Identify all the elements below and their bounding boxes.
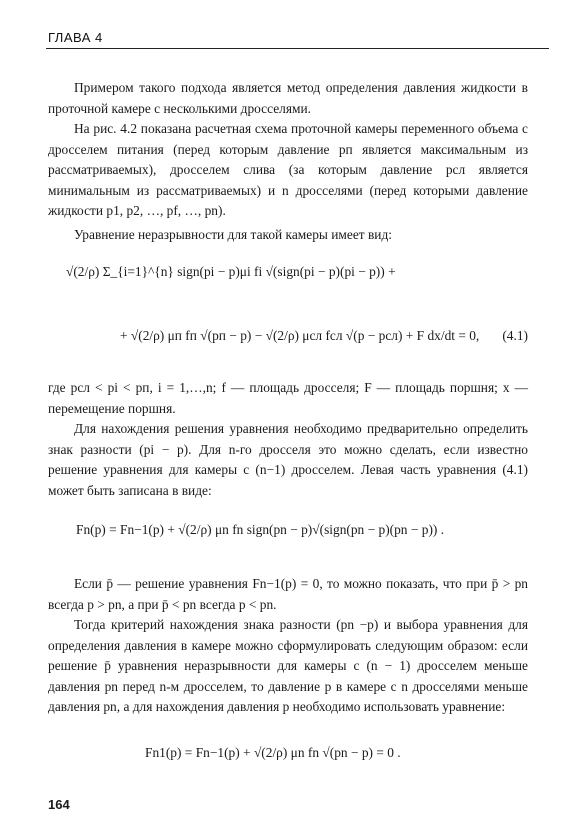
paragraph-2: На рис. 4.2 показана расчетная схема проточной камеры переменного объема с дросселем питания (перед которым давление pп является максимальным из рассматриваемых), дросселем слива (за которым давление pсл является минимальным из рассматриваемых) и n дросселями (перед которыми давление жидкости p1, p2, …, pf, …, pn). <box>48 121 528 219</box>
header-rule <box>46 48 549 49</box>
chapter-header: ГЛАВА 4 <box>48 30 103 45</box>
paragraph-4: где pсл < pi < pп, i = 1,…,n; f — площадь дросселя; F — площадь поршня; x — перемещение поршня. <box>48 380 528 416</box>
equation-fn1: Fn1(p) = Fn−1(p) + √(2/ρ) μn fn √(pn − p) = 0 . <box>145 745 401 760</box>
paragraph-1: Примером такого подхода является метод определения давления жидкости в проточной камере с несколькими дросселями. <box>48 80 528 116</box>
paragraph-3: Уравнение неразрывности для такой камеры имеет вид: <box>74 227 393 242</box>
equation-fn: Fn(p) = Fn−1(p) + √(2/ρ) μn fn sign(pn − p)√(sign(pn − p)(pn − p)) . <box>76 522 445 537</box>
paragraph-6: Если p̄ — решение уравнения Fn−1(p) = 0, то можно показать, что при p̄ > pn всегда p > pn, а при p̄ < pn всегда p < pn. <box>48 576 528 612</box>
equation-number: (4.1) <box>502 328 528 343</box>
page-number: 164 <box>48 797 70 812</box>
equation-4-1-line-1: √(2/ρ) Σ_{i=1}^{n} sign(pi − p)μi fi √(sign(pi − p)(pi − p)) + <box>66 264 396 279</box>
paragraph-7: Тогда критерий нахождения знака разности (pn −p) и выбора уравнения для определения давления в камере можно сформулировать следующим образом: если решение p̄ уравнения неразрывности для камеры с (n − 1) дросселем меньше давления pn перед n-м дросселем, то давление p в камере с n дросселями меньше давления pn, а для нахождения давления p необходимо использовать уравнение: <box>48 617 528 715</box>
equation-4-1-line-2-text: + √(2/ρ) μп fп √(pп − p) − √(2/ρ) μсл fсл √(p − pсл) + F dx/dt = 0, <box>120 328 480 343</box>
equation-4-1-line-2 <box>120 328 528 344</box>
paragraph-5: Для нахождения решения уравнения необходимо предварительно определить знак разности (pi − p). Для n-го дросселя это можно сделать, если известно решение уравнения для камеры с (n−1) дросселем. Левая часть уравнения (4.1) может быть записана в виде: <box>48 421 528 498</box>
